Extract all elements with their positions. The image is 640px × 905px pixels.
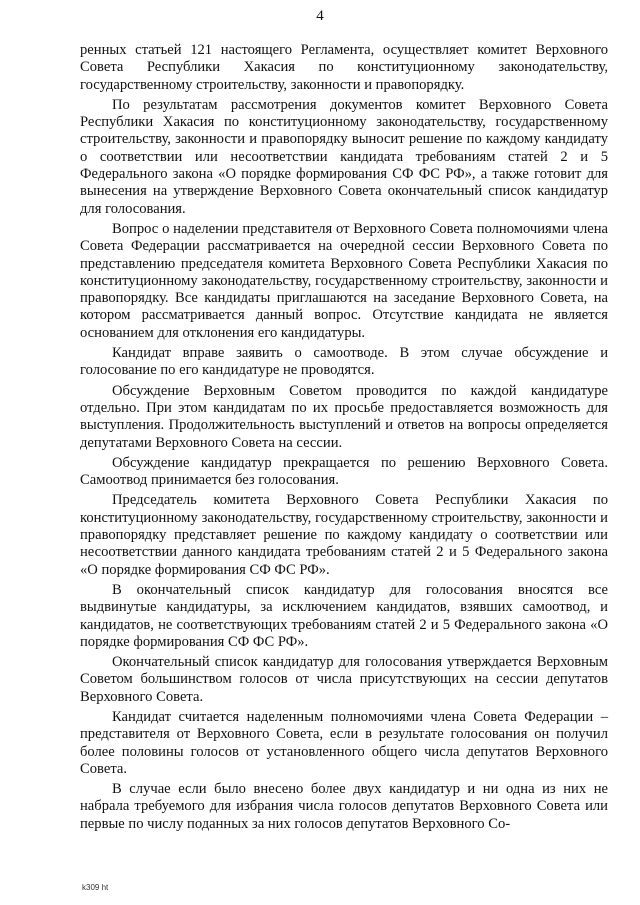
- paragraph: В случае если было внесено более двух кандидатур и ни одна из них не набрала требуемого для избрания числа голосов депутатов Верховного Совета или первые по числу поданных за них голосов депутатов Верховного Со-: [80, 781, 608, 832]
- paragraph: Вопрос о наделении представителя от Верховного Совета полномочиями члена Совета Федерации рассматривается на очередной сессии Верховного Совета по представлению председателя комитета Верховного Совета Республики Хакасия по конституционному законодательству, государственному строительству, законности и правопорядку. Все кандидаты приглашаются на заседание Верховного Совета, на котором рассматривается данный вопрос. Отсутствие кандидата не является основанием для отклонения его кандидатуры.: [80, 220, 608, 341]
- document-body: [80, 42, 608, 836]
- paragraph: Обсуждение Верховным Советом проводится по каждой кандидатуре отдельно. При этом кандидатам по их просьбе предоставляется возможность для выступления. Продолжительность выступлений и ответов на вопросы определяется депутатами Верховного Совета на сессии.: [80, 382, 608, 451]
- paragraph: В окончательный список кандидатур для голосования вносятся все выдвинутые кандидатуры, за исключением кандидатов, взявших самоотвод, и кандидатов, не соответствующих требованиям статей 2 и 5 Федерального закона «О порядке формирования СФ ФС РФ».: [80, 581, 608, 650]
- paragraph-continued: ренных статьей 121 настоящего Регламента, осуществляет комитет Верховного Совета Республики Хакасия по конституционному законодательству, государственному строительству, законности и правопорядку.: [80, 42, 608, 93]
- paragraph: Кандидат считается наделенным полномочиями члена Совета Федерации – представителя от Верховного Совета, если в результате голосования он получил более половины голосов от установленного общего числа депутатов Верховного Совета.: [80, 708, 608, 777]
- paragraph: По результатам рассмотрения документов комитет Верховного Совета Республики Хакасия по конституционному законодательству, государственному строительству, законности и правопорядку выносит решение по каждому кандидату о соответствии или несоответствии кандидата требованиям статей 2 и 5 Федерального закона «О порядке формирования СФ ФС РФ», а также готовит для вынесения на утверждение Верховного Совета окончательный список кандидатур для голосования.: [80, 96, 608, 217]
- page-number: 4: [316, 8, 324, 24]
- paragraph: Окончательный список кандидатур для голосования утверждается Верховным Советом большинством голосов от числа присутствующих на сессии депутатов Верховного Совета.: [80, 654, 608, 705]
- footer-file-code: k309 ht: [82, 883, 109, 892]
- paragraph: Кандидат вправе заявить о самоотводе. В этом случае обсуждение и голосование по его кандидатуре не проводятся.: [80, 345, 608, 379]
- paragraph: Председатель комитета Верховного Совета Республики Хакасия по конституционному законодательству, государственному строительству, законности и правопорядку представляет решение по каждому кандидату о соответствии или несоответствии данного кандидата требованиям статей 2 и 5 Федерального закона «О порядке формирования СФ ФС РФ».: [80, 492, 608, 578]
- paragraph: Обсуждение кандидатур прекращается по решению Верховного Совета. Самоотвод принимается без голосования.: [80, 454, 608, 489]
